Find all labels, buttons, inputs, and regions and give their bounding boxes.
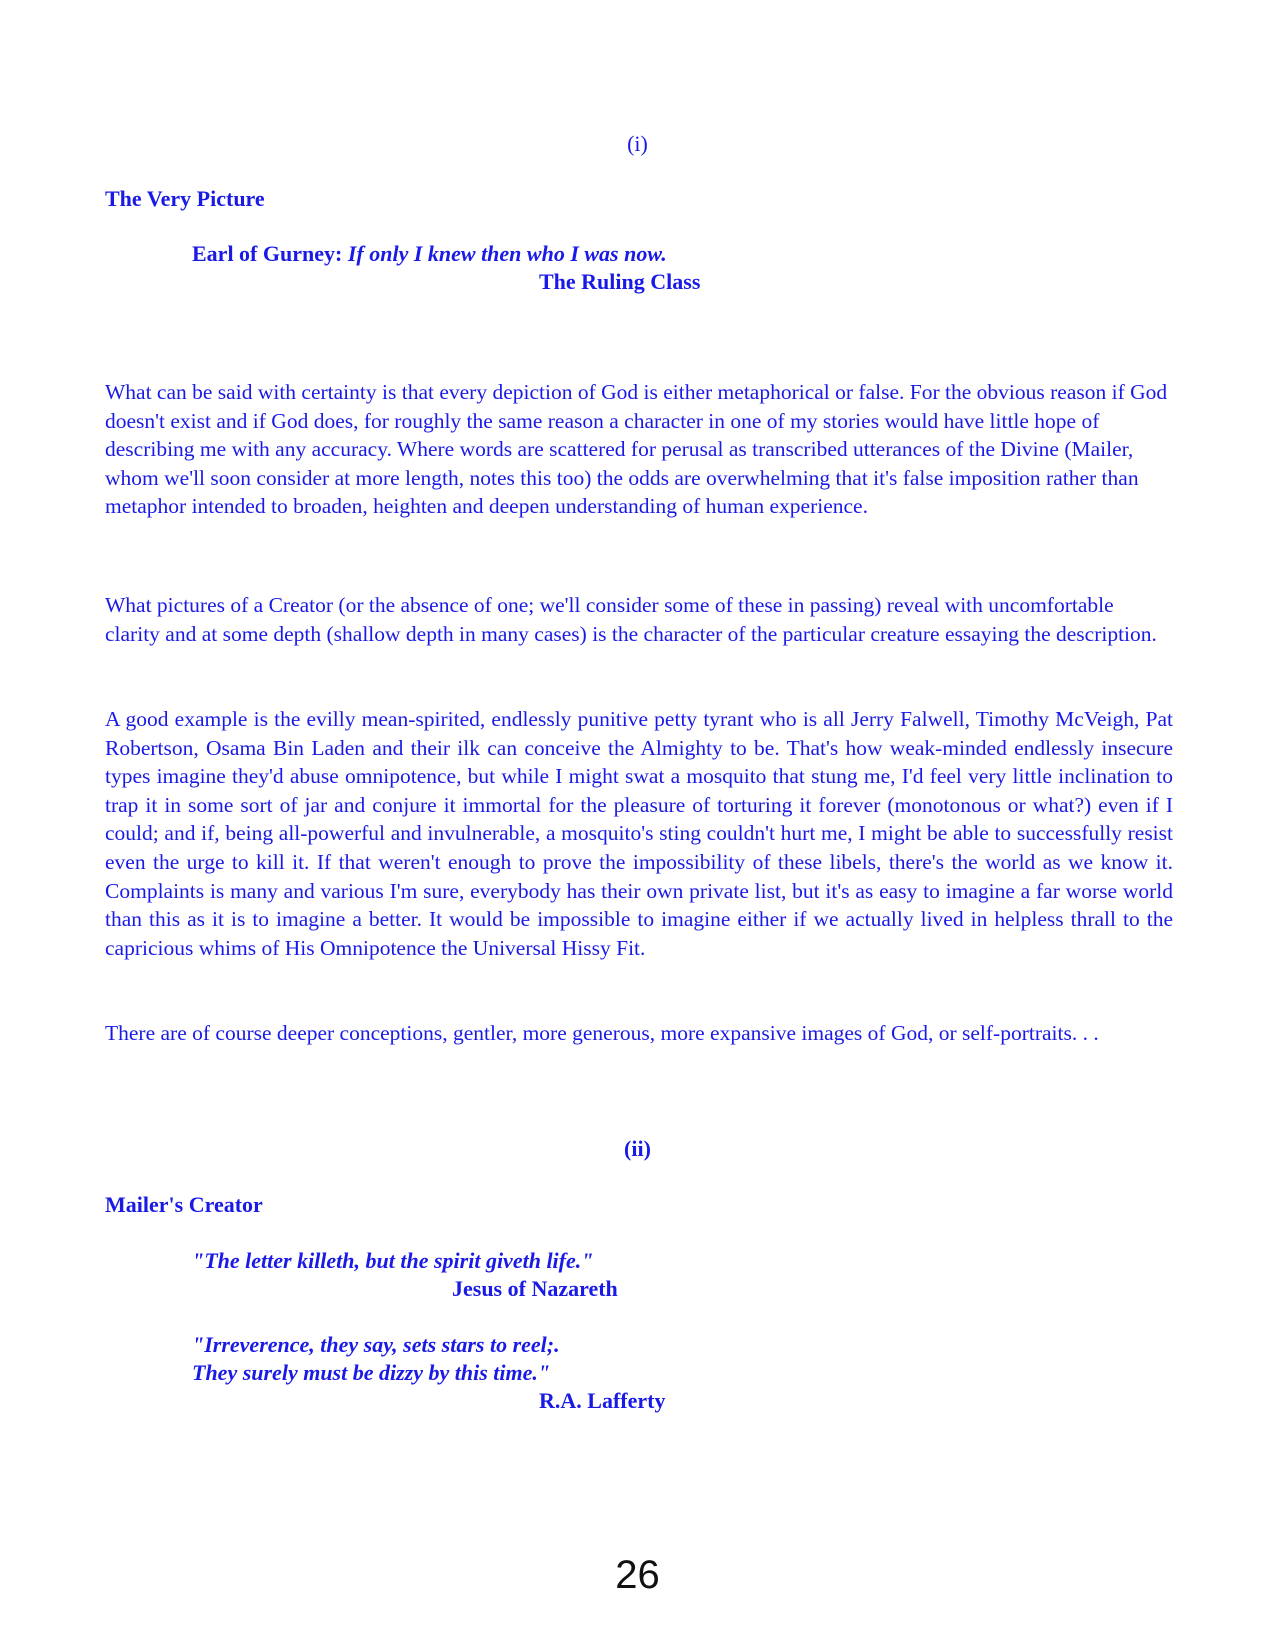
paragraph: What pictures of a Creator (or the absence of one; we'll consider some of these in passing) reveal with uncomfortable clarity and at some depth (shallow depth in many cases) is the character of the particular creature essaying the description. <box>105 593 1157 646</box>
epigraph-source: Jesus of Nazareth <box>452 1276 618 1301</box>
paragraph: What can be said with certainty is that every depiction of God is either metaphorical or false. For the obvious reason if God doesn't exist and if God does, for roughly the same reason a character in one of my stories would have little hope of describing me with any accuracy. Where words are scattered for perusal as transcribed utterances of the Divine (Mailer, whom we'll soon consider at more length, notes this too) the odds are overwhelming that it's false imposition rather than metaphor intended to broaden, heighten and deepen understanding of human experience. <box>105 380 1168 519</box>
epigraph-quote <box>192 240 667 268</box>
section-number: (ii) <box>624 1136 651 1161</box>
epigraph-speaker: Earl of Gurney: <box>192 241 343 266</box>
epigraph-quote: "The letter killeth, but the spirit giveth life." <box>192 1248 594 1273</box>
section-title: The Very Picture <box>105 186 265 211</box>
paragraph: A good example is the evilly mean-spirited, endlessly punitive petty tyrant who is all Jerry Falwell, Timothy McVeigh, Pat Robertson, Osama Bin Laden and their ilk can conceive the Almighty to be. That's how weak-minded endlessly insecure types imagine they'd abuse omnipotence, but while I might swat a mosquito that stung me, I'd feel very little inclination to trap it in some sort of jar and conjure it immortal for the pleasure of torturing it forever (monotonous or what?) even if I could; and if, being all-powerful and invulnerable, a mosquito's sting couldn't hurt me, I might be able to successfully resist even the urge to kill it. If that weren't enough to prove the impossibility of these libels, there's the world as we know it. Complaints is many and various I'm sure, everybody has their own private list, but it's as easy to imagine a far worse world than this as it is to imagine a better. It would be impossible to imagine either if we actually lived in helpless thrall to the capricious whims of His Omnipotence the Universal Hissy Fit. <box>105 707 1173 960</box>
paragraph: There are of course deeper conceptions, gentler, more generous, more expansive images of God, or self-portraits. . . <box>105 1021 1099 1045</box>
page-number: 26 <box>615 1553 660 1597</box>
section-title: Mailer's Creator <box>105 1192 263 1217</box>
epigraph-quote-line: They surely must be dizzy by this time." <box>192 1360 551 1385</box>
epigraph-source: The Ruling Class <box>539 269 701 294</box>
epigraph-quote-line: "Irreverence, they say, sets stars to reel;. <box>192 1332 560 1357</box>
section-number: (i) <box>627 131 648 156</box>
epigraph-source: R.A. Lafferty <box>539 1388 666 1413</box>
epigraph-text: If only I knew then who I was now. <box>347 241 667 266</box>
